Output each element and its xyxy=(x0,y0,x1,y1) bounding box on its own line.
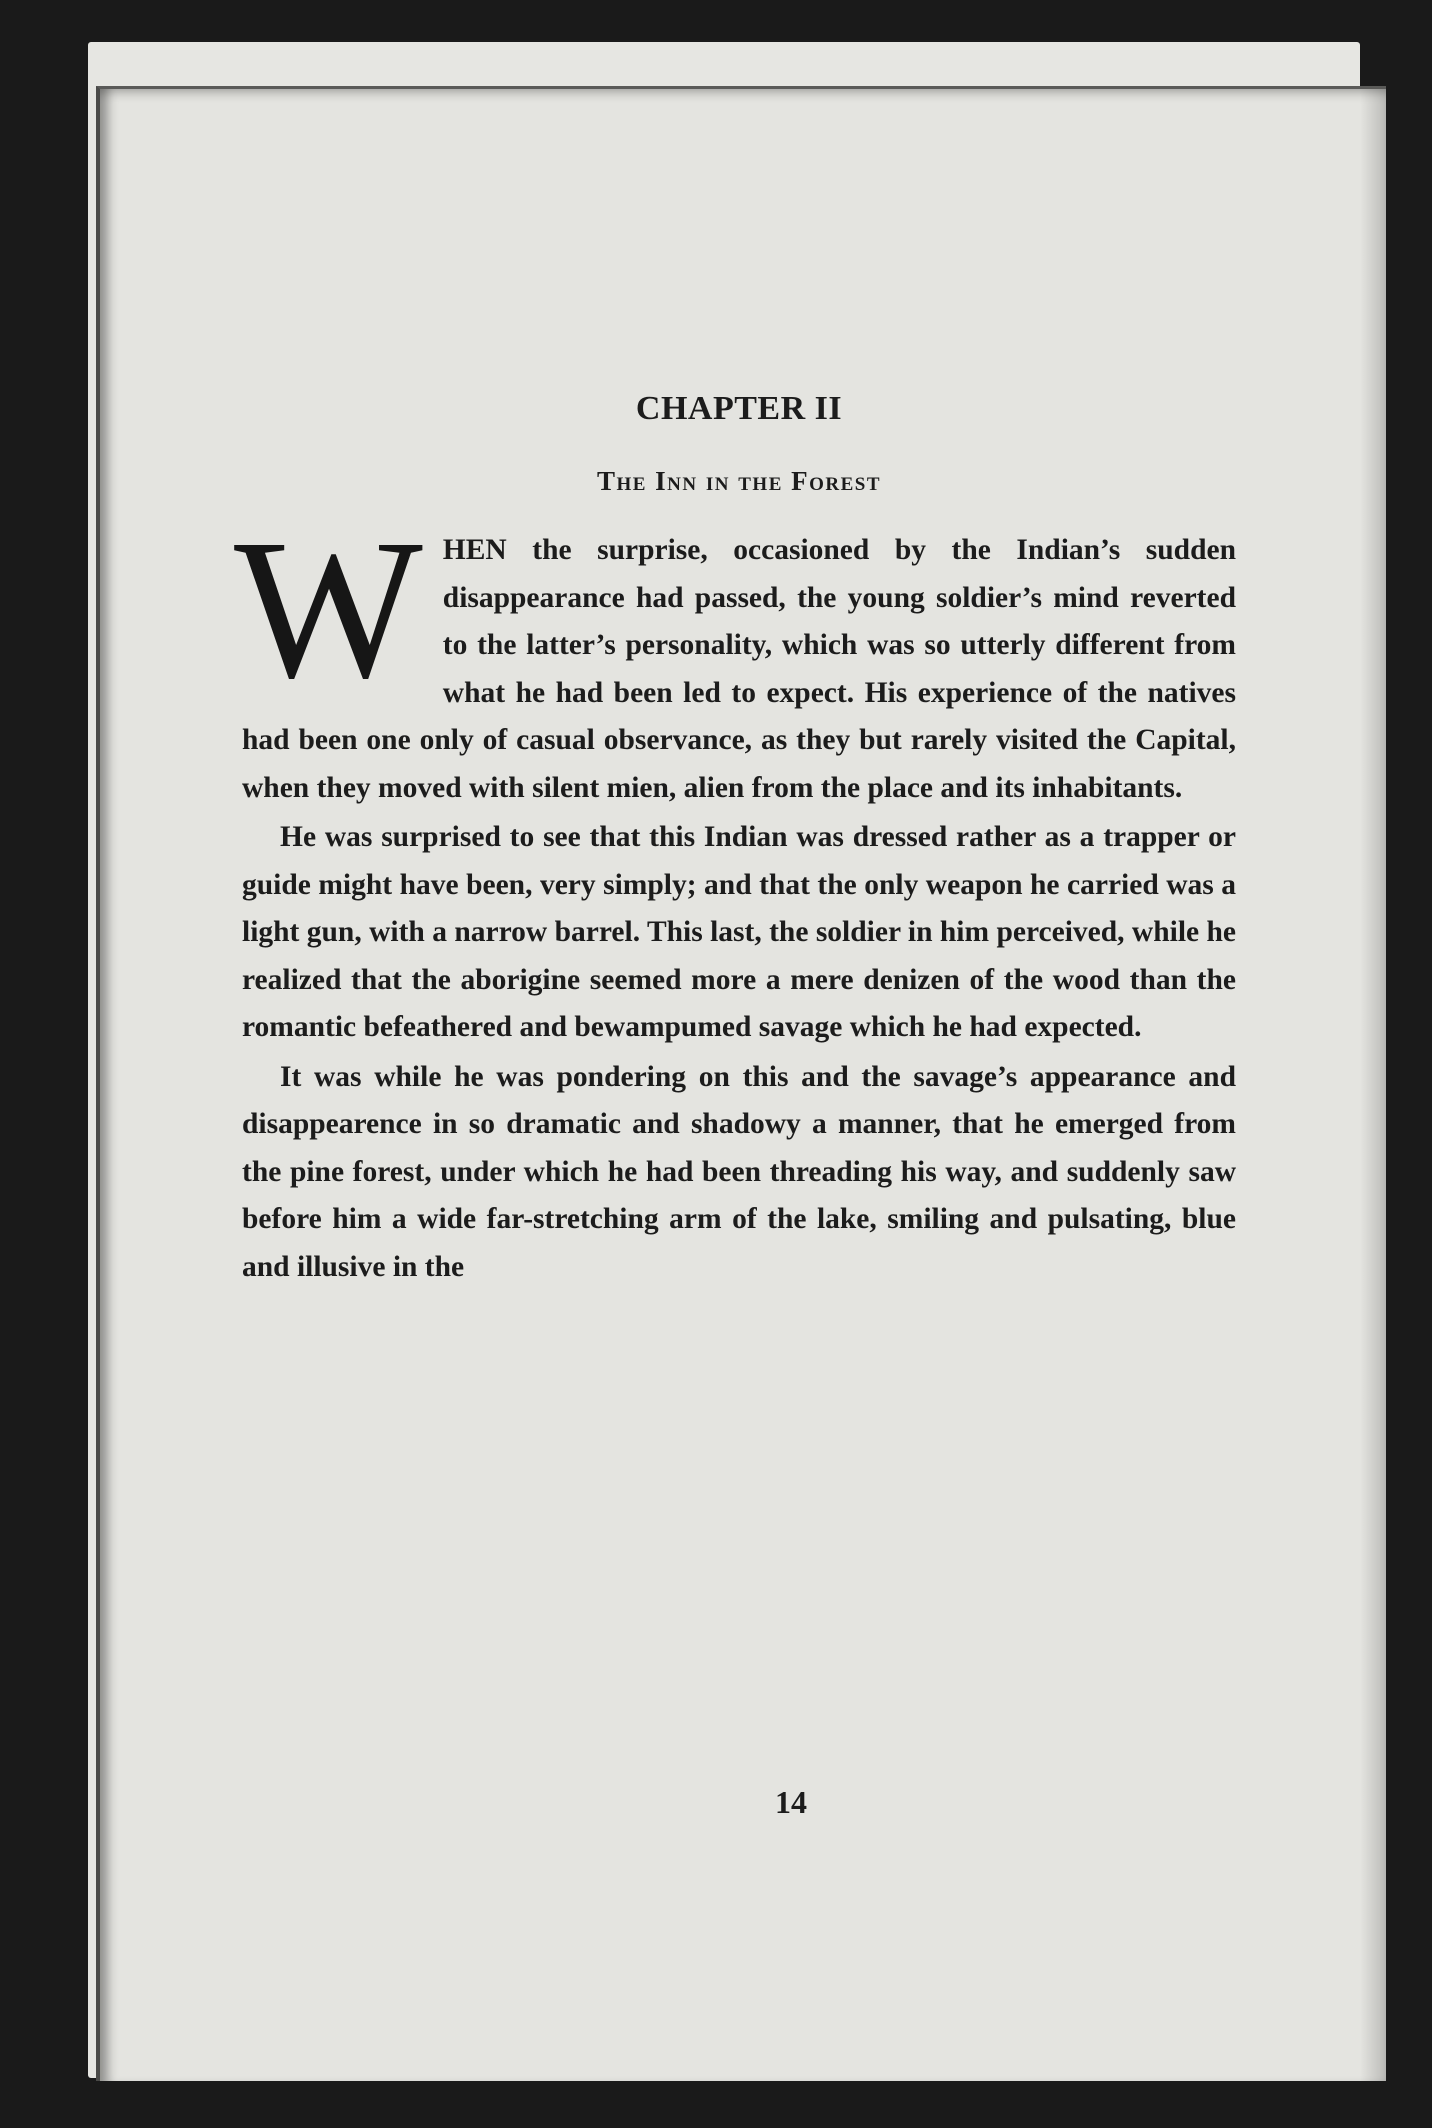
page-edge-shadow xyxy=(1360,89,1386,2081)
drop-cap: W xyxy=(234,499,423,720)
chapter-number: CHAPTER II xyxy=(635,390,843,427)
paragraph-3: It was while he was pondering on this and the savage’s appearance and disappearence in so dramatic and shadowy a manner, that he emerged from the pine forest, under which he had been threading his way, and suddenly saw before him a wide far-stretching arm of the lake, smiling and pulsating, blue and illusive in the xyxy=(242,1060,1236,1283)
paragraph-2: He was surprised to see that this Indian was dressed rather as a trapper or guide might have been, very simply; and that the only weapon he carried was a light gun, with a narrow barrel. This last, the soldier in him perceived, while he realized that the aborigine seemed more a mere denizen of the wood than the romantic befeathered and bewampumed savage which he had expected. xyxy=(242,821,1236,1043)
page-number: 14 xyxy=(775,1784,807,1820)
chapter-title: The Inn in the Forest xyxy=(596,466,882,496)
paragraph-1-text: HEN the surprise, occasioned by the Indian’s sudden disappearance had passed, the young soldier’s mind reverted to the latter’s personality, which was so utterly different from what he had been led to expect. His experience of the natives had been one only of casual observance, as they but rarely visited the Capital, when they moved with silent mien, alien from the place and its inhabitants. xyxy=(242,534,1236,804)
page-text-block xyxy=(234,390,1236,1293)
paragraph-1 xyxy=(234,499,1236,812)
